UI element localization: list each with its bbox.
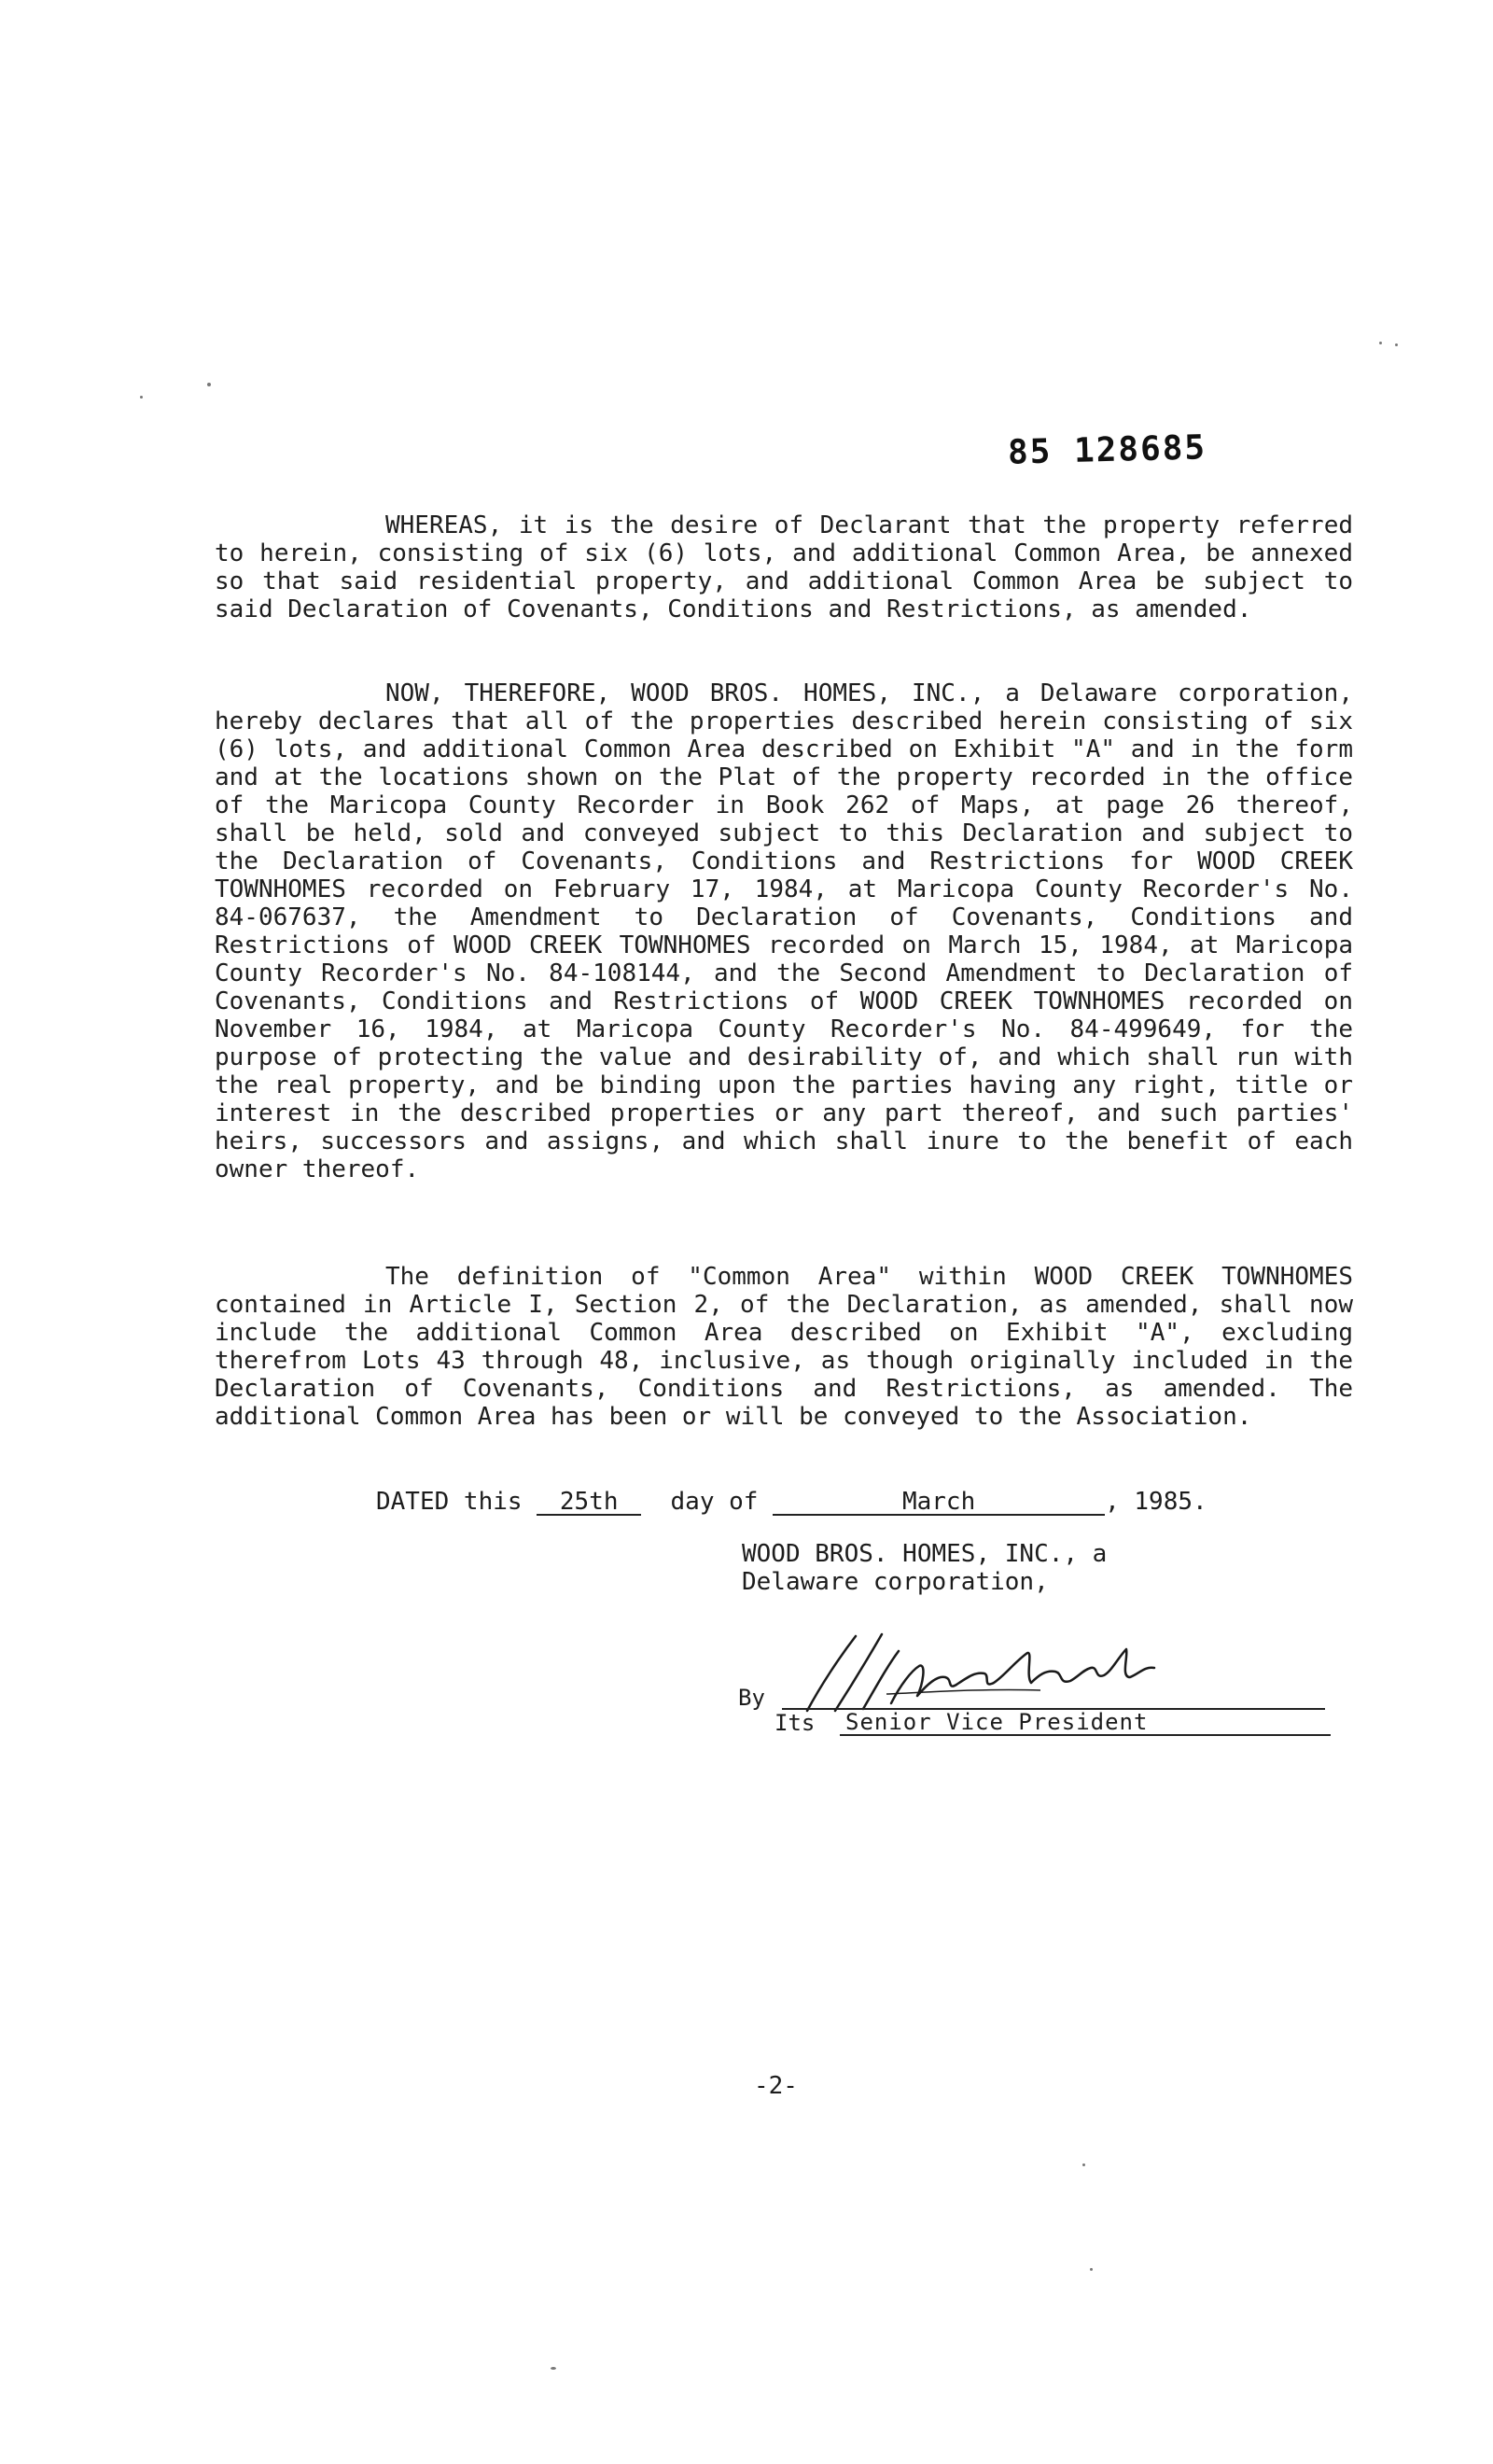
page-number: -2- bbox=[754, 2072, 798, 2100]
scan-speck bbox=[1090, 2268, 1093, 2271]
dated-line bbox=[376, 1488, 1207, 1516]
dated-suffix: , 1985. bbox=[1105, 1488, 1207, 1516]
scan-speck bbox=[140, 396, 143, 399]
scan-speck bbox=[1395, 343, 1398, 346]
recording-number: 85 128685 bbox=[1007, 428, 1207, 472]
scan-speck bbox=[1379, 342, 1382, 344]
scan-speck bbox=[1082, 2163, 1085, 2166]
its-label: Its bbox=[774, 1710, 816, 1736]
common-area-definition-paragraph: The definition of "Common Area" within WOOD CREEK TOWNHOMES contained in Article I, Section 2, of the Declaration, as amended, shall now include the additional Common Area described on Exhibit "A", excluding therefrom Lots 43 through 48, inclusive, as though originally included in the Declaration of Covenants, Conditions and Restrictions, as amended. The additional Common Area has been or will be conveyed to the Association. bbox=[215, 1263, 1353, 1431]
company-line-2: Delaware corporation, bbox=[742, 1568, 1049, 1596]
by-label: By bbox=[738, 1685, 765, 1711]
dated-prefix: DATED this bbox=[376, 1488, 523, 1516]
company-line-1: WOOD BROS. HOMES, INC., a bbox=[742, 1540, 1108, 1568]
scan-speck bbox=[207, 383, 211, 386]
dated-middle: day of bbox=[670, 1488, 759, 1516]
whereas-paragraph: WHEREAS, it is the desire of Declarant that the property referred to herein, consisting of six (6) lots, and additional Common Area, be annexed so that said residential property, and additional Common Area be subject to said Declaration of Covenants, Conditions and Restrictions, as amended. bbox=[215, 511, 1353, 623]
signer-title: Senior Vice President bbox=[840, 1710, 1331, 1736]
company-block bbox=[742, 1540, 1107, 1596]
scan-speck bbox=[551, 2367, 556, 2370]
dated-day: 25th bbox=[537, 1490, 641, 1516]
now-therefore-paragraph: NOW, THEREFORE, WOOD BROS. HOMES, INC., a Delaware corporation, hereby declares that all of the properties described herein consisting of six (6) lots, and additional Common Area described on Exhibit "A" and in the form and at the locations shown on the Plat of the property recorded in the office of the Maricopa County Recorder in Book 262 of Maps, at page 26 thereof, shall be held, sold and conveyed subject to this Declaration and subject to the Declaration of Covenants, Conditions and Restrictions for WOOD CREEK TOWNHOMES recorded on February 17, 1984, at Maricopa County Recorder's No. 84-067637, the Amendment to Declaration of Covenants, Conditions and Restrictions of WOOD CREEK TOWNHOMES recorded on March 15, 1984, at Maricopa County Recorder's No. 84-108144, and the Second Amendment to Declaration of Covenants, Conditions and Restrictions of WOOD CREEK TOWNHOMES recorded on November 16, 1984, at Maricopa County Recorder's No. 84-499649, for the purpose of protecting the value and desirability of, and which shall run with the real property, and be binding upon the parties having any right, title or interest in the described properties or any part thereof, and such parties' heirs, successors and assigns, and which shall inure to the benefit of each owner thereof. bbox=[215, 679, 1353, 1183]
dated-month: March bbox=[773, 1490, 1105, 1516]
